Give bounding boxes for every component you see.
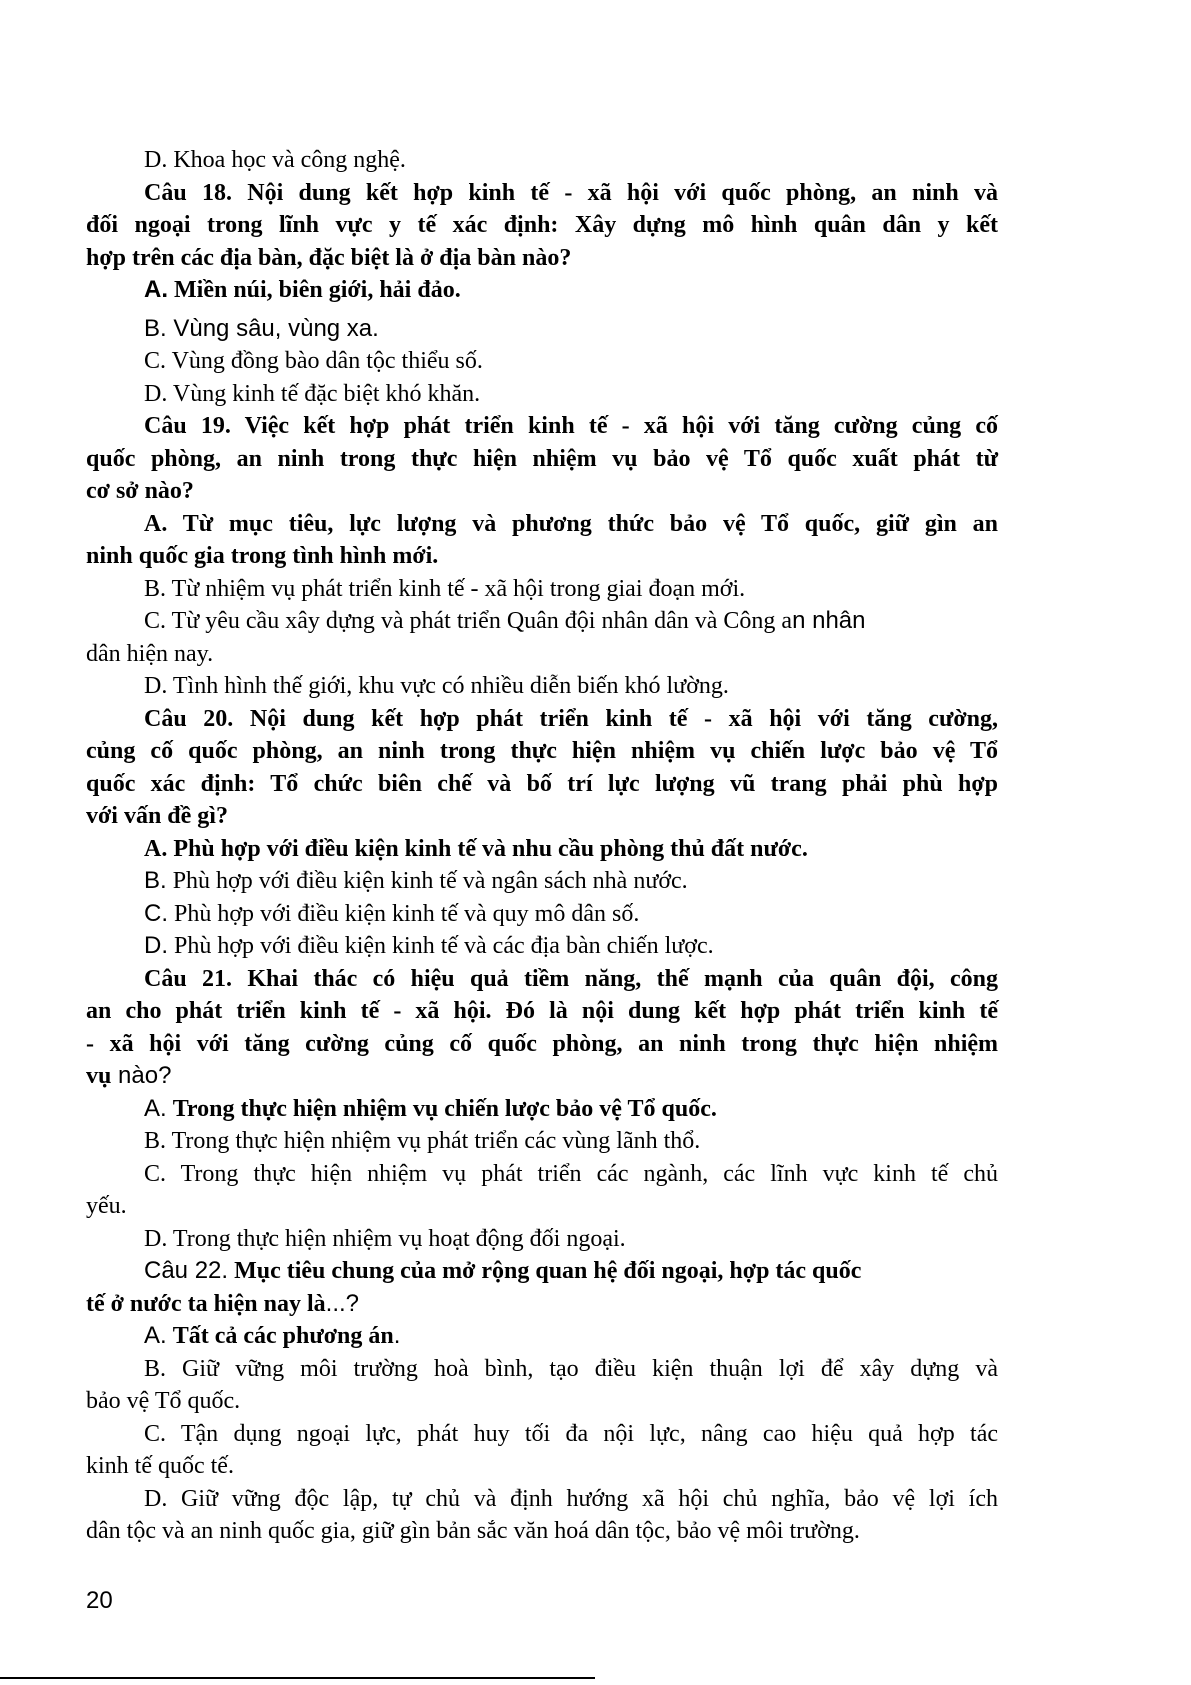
question-21-line-4: vụ nào? (86, 1062, 172, 1089)
option-d-q17: D. Khoa học và công nghệ. (144, 147, 406, 173)
question-22-line-2: tế ở nước ta hiện nay là...? (86, 1289, 360, 1317)
option-c-q22: C. Tận dụng ngoại lực, phát huy tối đa nội lực, nâng cao hiệu quả hợp tác (144, 1420, 998, 1447)
option-b-q18: B. Vùng sâu, vùng xa. (144, 314, 379, 342)
option-a-q21: A. Trong thực hiện nhiệm vụ chiến lược bảo vệ Tổ quốc. (144, 1094, 717, 1122)
option-d-q18: D. Vùng kinh tế đặc biệt khó khăn. (144, 380, 481, 407)
option-b-q21: B. Trong thực hiện nhiệm vụ phát triển các vùng lãnh thổ. (144, 1128, 701, 1154)
question-18-line-2: đối ngoại trong lĩnh vực y tế xác định: Xây dựng mô hình quân dân y kết (86, 212, 998, 238)
option-c-q21-line-2: yếu. (86, 1193, 127, 1219)
question-20: Câu 20. Nội dung kết hợp phát triển kinh tế - xã hội với tăng cường, (144, 705, 998, 732)
question-18-line-3: hợp trên các địa bàn, đặc biệt là ở địa bàn nào? (86, 244, 572, 271)
question-20-line-4: với vấn đề gì? (86, 803, 228, 829)
question-19: Câu 19. Việc kết hợp phát triển kinh tế - xã hội với tăng cường củng cố (144, 413, 998, 439)
option-c-q18: C. Vùng đồng bào dân tộc thiểu số. (144, 348, 483, 374)
option-c-q19: C. Từ yêu cầu xây dựng và phát triển Quân đội nhân dân và Công an nhân (144, 607, 866, 634)
option-d-q21: D. Trong thực hiện nhiệm vụ hoạt động đối ngoại. (144, 1225, 626, 1252)
option-a-q18: A. Miền núi, biên giới, hải đảo. (144, 276, 461, 303)
question-21: Câu 21. Khai thác có hiệu quả tiềm năng, thế mạnh của quân đội, công (144, 965, 998, 992)
footer-rule (0, 1677, 595, 1679)
option-a-q19-line-2: ninh quốc gia trong tình hình mới. (86, 543, 439, 569)
option-d-q19: D. Tình hình thế giới, khu vực có nhiều diễn biến khó lường. (144, 673, 729, 699)
question-22: Câu 22. Mục tiêu chung của mở rộng quan hệ đối ngoại, hợp tác quốc (144, 1257, 862, 1284)
option-b-q19: B. Từ nhiệm vụ phát triển kinh tế - xã hội trong giai đoạn mới. (144, 575, 746, 602)
question-19-line-2: quốc phòng, an ninh trong thực hiện nhiệm vụ bảo vệ Tổ quốc xuất phát từ (86, 445, 998, 472)
question-20-line-3: quốc xác định: Tổ chức biên chế và bố trí lực lượng vũ trang phải phù hợp (86, 770, 998, 797)
option-c-q21: C. Trong thực hiện nhiệm vụ phát triển các ngành, các lĩnh vực kinh tế chủ (144, 1160, 998, 1187)
option-a-q19: A. Từ mục tiêu, lực lượng và phương thức bảo vệ Tổ quốc, giữ gìn an (144, 510, 998, 537)
question-18: Câu 18. Nội dung kết hợp kinh tế - xã hội với quốc phòng, an ninh và (144, 179, 998, 206)
option-c-q22-line-2: kinh tế quốc tế. (86, 1453, 234, 1479)
option-a-q20: A. Phù hợp với điều kiện kinh tế và nhu cầu phòng thủ đất nước. (144, 835, 808, 862)
question-20-line-2: củng cố quốc phòng, an ninh trong thực hiện nhiệm vụ chiến lược bảo vệ Tổ (86, 738, 998, 764)
option-d-q22-line-2: dân tộc và an ninh quốc gia, giữ gìn bản sắc văn hoá dân tộc, bảo vệ môi trường. (86, 1518, 860, 1544)
option-b-q22: B. Giữ vững môi trường hoà bình, tạo điều kiện thuận lợi để xây dựng và (144, 1355, 998, 1382)
page-content (86, 144, 998, 1548)
option-b-q20: B. Phù hợp với điều kiện kinh tế và ngân sách nhà nước. (144, 867, 688, 894)
option-c-q20: C. Phù hợp với điều kiện kinh tế và quy mô dân số. (144, 899, 640, 927)
option-b-q22-line-2: bảo vệ Tổ quốc. (86, 1388, 241, 1414)
option-c-q19-line-2: dân hiện nay. (86, 640, 214, 667)
question-21-line-2: an cho phát triển kinh tế - xã hội. Đó là nội dung kết hợp phát triển kinh tế (86, 998, 998, 1024)
question-21-line-3: - xã hội với tăng cường củng cố quốc phòng, an ninh trong thực hiện nhiệm (86, 1030, 998, 1057)
page-number: 20 (86, 1587, 113, 1614)
option-d-q22: D. Giữ vững độc lập, tự chủ và định hướng xã hội chủ nghĩa, bảo vệ lợi ích (144, 1485, 998, 1512)
option-d-q20: D. Phù hợp với điều kiện kinh tế và các địa bàn chiến lược. (144, 932, 714, 959)
question-19-line-3: cơ sở nào? (86, 478, 194, 504)
option-a-q22: A. Tất cả các phương án. (144, 1322, 401, 1349)
